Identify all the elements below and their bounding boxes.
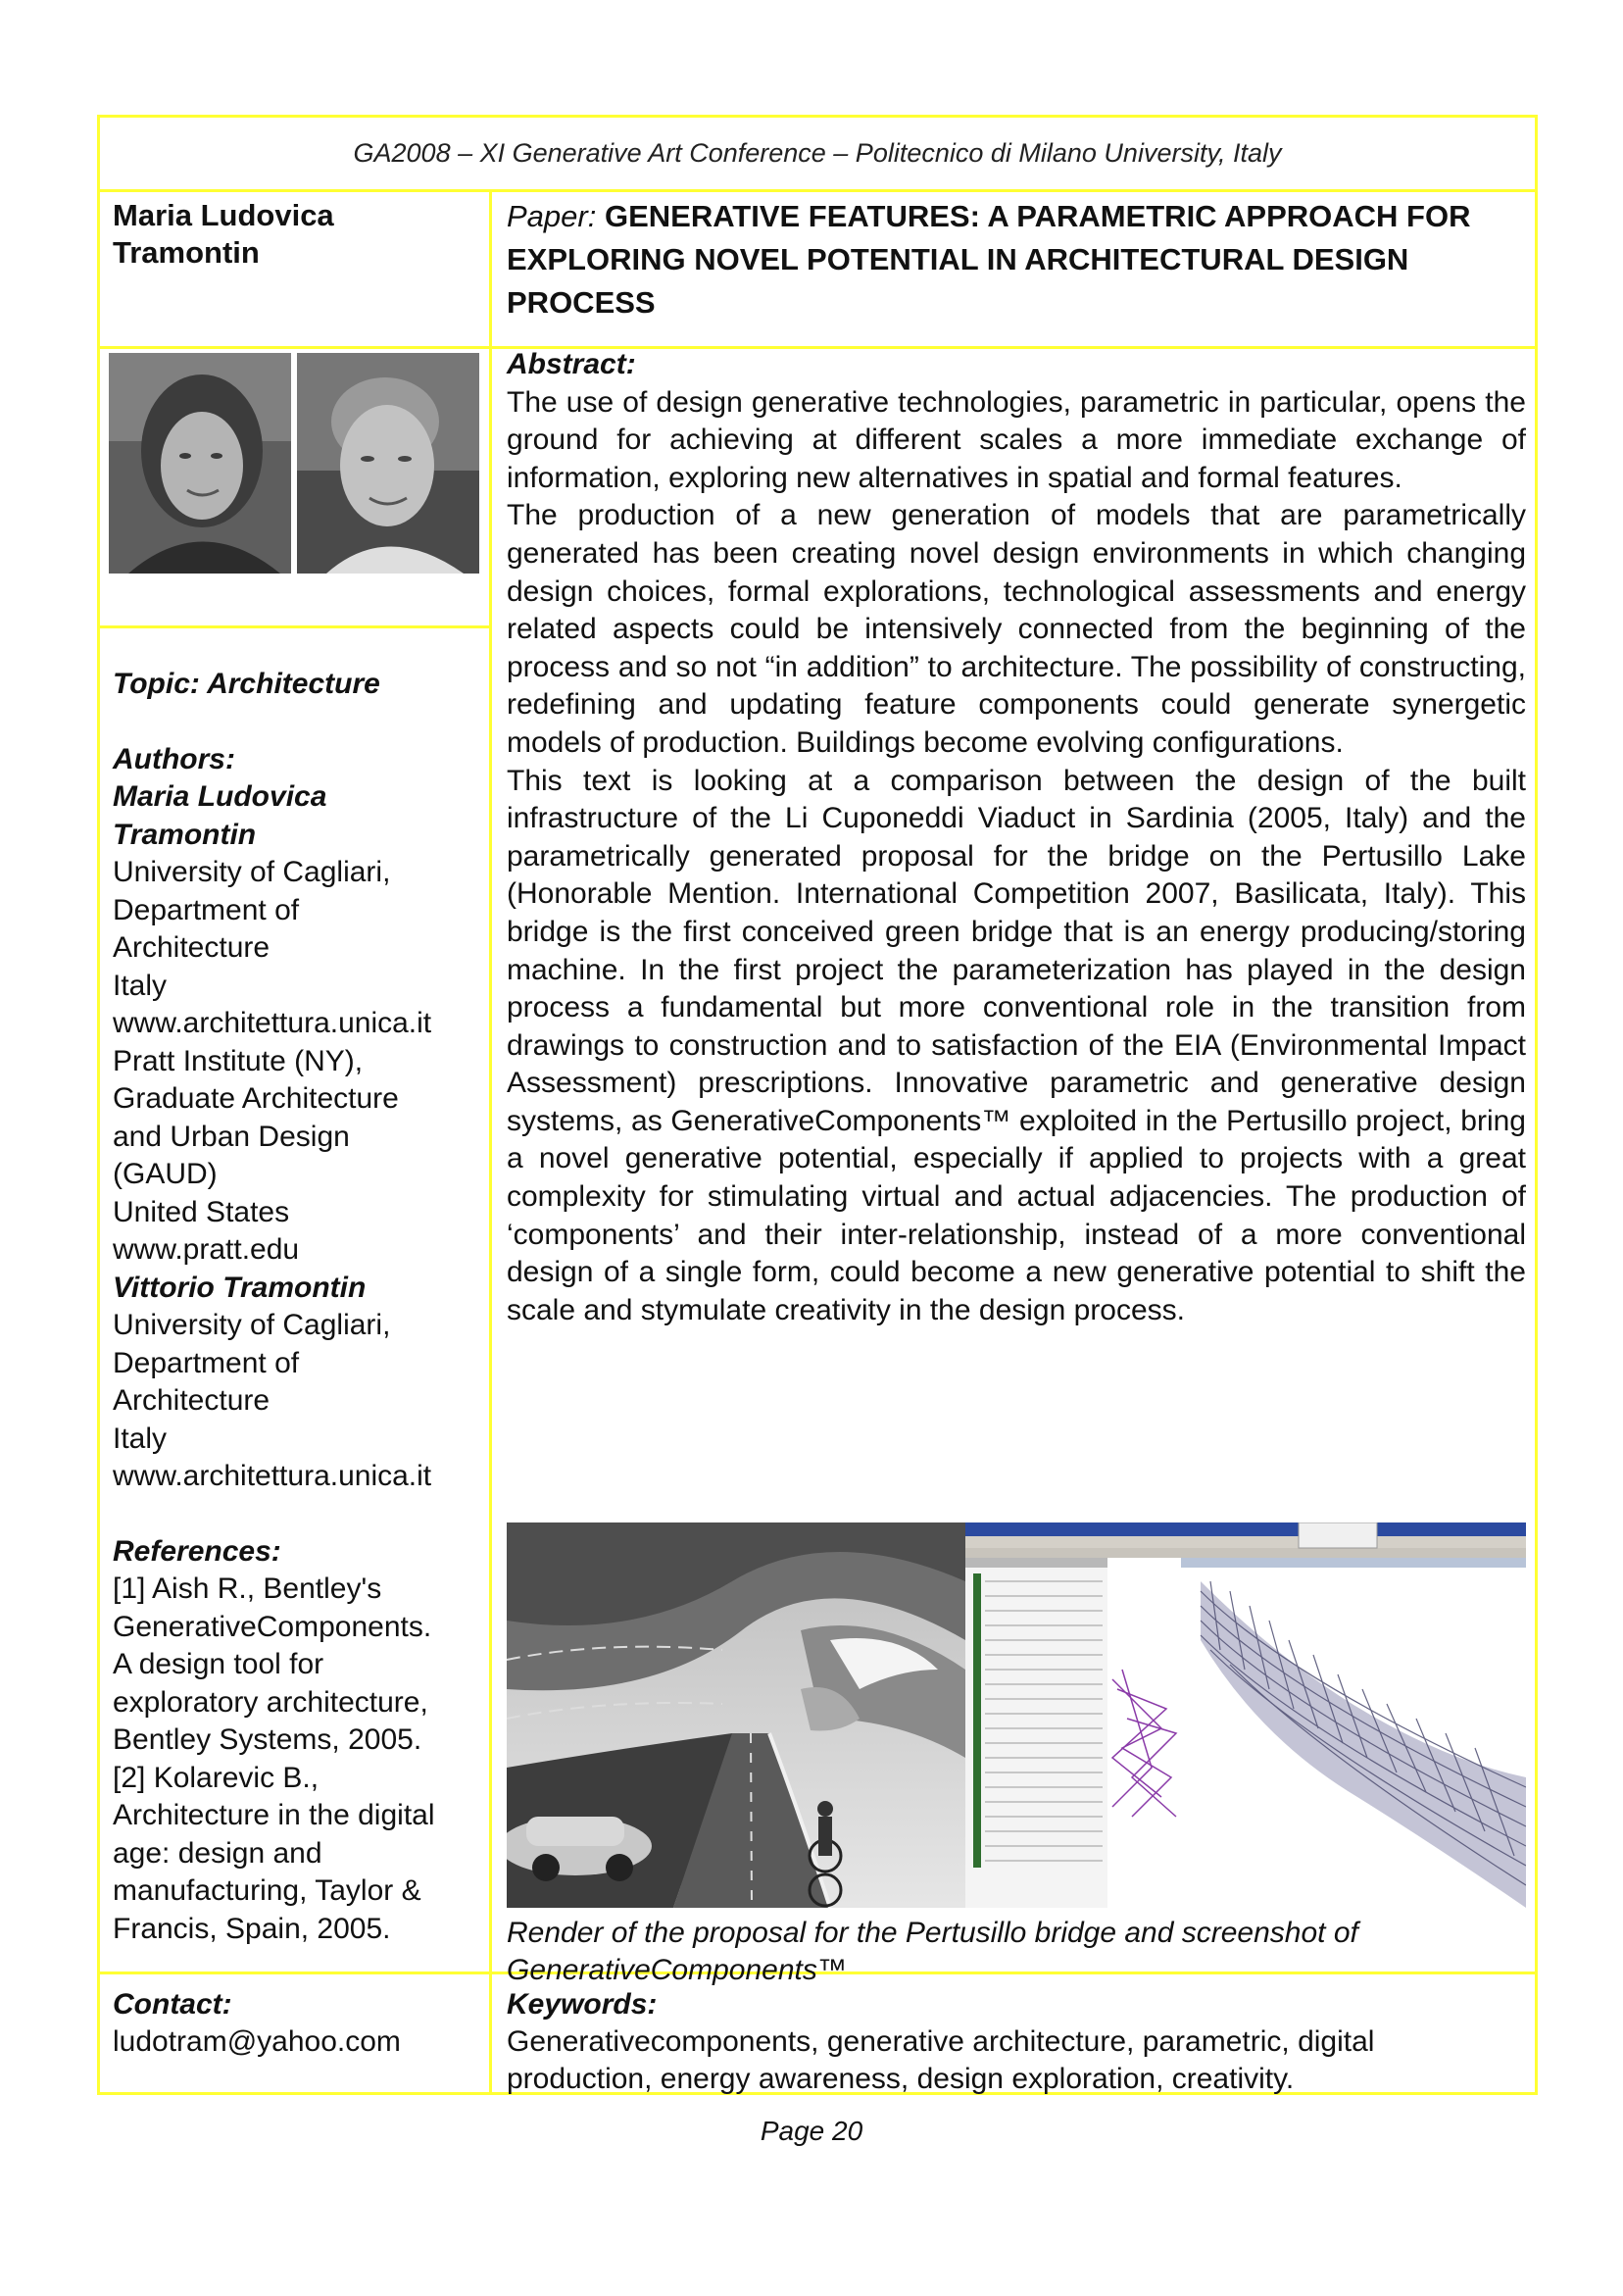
reference-line: age: design and <box>113 1836 322 1870</box>
reference-line: GenerativeComponents. <box>113 1610 432 1643</box>
abstract <box>507 346 1526 1329</box>
abstract-paragraph: The production of a new generation of models that are parametrically generated has been creating novel design environments in which changing design choices, formal explorations, technological assessments and energy related aspects could be intensively connected from the beginning of the process and so not “in addition” to architecture. The possibility of constructing, redefining and updating feature components could generate synergetic models of production. Buildings become evolving configurations. <box>507 499 1526 759</box>
conference-header: GA2008 – XI Generative Art Conference – Politecnico di Milano University, Italy <box>353 137 1282 168</box>
authors-heading: Authors: <box>113 742 235 775</box>
contact-heading: Contact: <box>113 1988 232 2021</box>
keywords-heading: Keywords: <box>507 1988 658 2021</box>
author-photo-2 <box>297 353 479 574</box>
affiliation-line: Department of <box>113 1346 300 1379</box>
frame-border-right <box>1535 115 1538 2095</box>
frame-border-left <box>97 115 100 2095</box>
sidebar <box>113 666 485 1948</box>
keywords-section <box>507 1986 1526 2098</box>
affiliation-line: University of Cagliari, <box>113 856 391 888</box>
author-name-line: Tramontin <box>113 235 260 270</box>
affiliation-line: Architecture <box>113 931 270 964</box>
paper-title: GENERATIVE FEATURES: A PARAMETRIC APPROACH FOR EXPLORING NOVEL POTENTIAL IN ARCHITECTURAL DESIGN PROCESS <box>507 199 1471 320</box>
page-frame <box>97 115 1538 2095</box>
page-number: Page 20 <box>760 2116 863 2146</box>
affiliation-url: www.architettura.unica.it <box>113 1007 432 1039</box>
abstract-heading: Abstract: <box>507 348 636 380</box>
keywords-text: Generativecomponents, generative architecture, parametric, digital production, energy awareness, design exploration, creativity. <box>507 2025 1375 2095</box>
abstract-paragraph: The use of design generative technologies, parametric in particular, opens the ground for achieving at different scales a more immediate exchange of information, exploring new alternatives in spatial and formal features. <box>507 385 1526 494</box>
reference-line: exploratory architecture, <box>113 1685 428 1719</box>
affiliation-url: www.pratt.edu <box>113 1233 300 1266</box>
affiliation-line: Department of <box>113 893 300 926</box>
reference-line: Bentley Systems, 2005. <box>113 1723 422 1756</box>
generativecomponents-screenshot <box>965 1522 1526 1908</box>
bridge-render-image <box>507 1522 965 1908</box>
topic-label: Topic: Architecture <box>113 668 380 700</box>
contact-section <box>113 1986 485 2061</box>
reference-line: A design tool for <box>113 1648 324 1680</box>
affiliation-line: (GAUD) <box>113 1158 218 1190</box>
author1-name: Tramontin <box>113 818 257 851</box>
references-heading: References: <box>113 1534 281 1568</box>
affiliation-line: Pratt Institute (NY), <box>113 1044 364 1077</box>
paper-label: Paper: <box>507 199 597 233</box>
reference-line: Francis, Spain, 2005. <box>113 1912 391 1945</box>
author-name-line: Maria Ludovica <box>113 198 334 232</box>
affiliation-line: Italy <box>113 1422 168 1455</box>
sidebar-gap <box>113 704 485 741</box>
author1-name: Maria Ludovica <box>113 780 327 813</box>
sidebar-gap <box>113 1496 485 1533</box>
frame-divider-column <box>489 191 492 2095</box>
paper-title-block <box>507 195 1526 324</box>
figure-caption: Render of the proposal for the Pertusillo bridge and screenshot of GenerativeComponents™ <box>507 1917 1358 1986</box>
affiliation-line: University of Cagliari, <box>113 1309 391 1341</box>
contact-email: ludotram@yahoo.com <box>113 2025 401 2058</box>
author-photo-1 <box>109 353 291 574</box>
author2-name: Vittorio Tramontin <box>113 1271 367 1304</box>
author-photos <box>109 353 479 574</box>
affiliation-line: Graduate Architecture <box>113 1082 399 1115</box>
frame-divider-photo <box>97 625 491 628</box>
abstract-paragraph: This text is looking at a comparison between the design of the built infrastructure of the Li Cuponeddi Viaduct in Sardinia (2005, Italy) and the parametrically generated proposal for the bridge on the Pertusillo Lake (Honorable Mention. International Competition 2007, Basilicata, Italy). This bridge is the first conceived green bridge that is an energy producing/storing machine. In the first project the parameterization has played in the design process a fundamental but more conventional role in the transition from drawings to construction and to satisfaction of the EIA (Environmental Impact Assessment) prescriptions. Innovative parametric and generative design systems, as GenerativeComponents™ exploited in the Pertusillo project, bring a novel generative potential, especially if applied to projects with a great complexity for stimulating virtual and actual adjacencies. The production of ‘components’ and their inter-relationship, instead of a more conventional design of a single form, could become a new generative potential to shift the scale and stymulate creativity in the design process. <box>507 764 1526 1326</box>
reference-line: [1] Aish R., Bentley's <box>113 1572 382 1605</box>
affiliation-line: United States <box>113 1195 290 1228</box>
reference-line: [2] Kolarevic B., <box>113 1761 320 1794</box>
figure <box>507 1522 1526 1908</box>
reference-line: Architecture in the digital <box>113 1799 435 1831</box>
affiliation-line: Italy <box>113 969 168 1002</box>
affiliation-url: www.architettura.unica.it <box>113 1460 432 1492</box>
author-name-header <box>113 197 475 272</box>
reference-line: manufacturing, Taylor & <box>113 1874 421 1907</box>
affiliation-line: and Urban Design <box>113 1120 350 1153</box>
affiliation-line: Architecture <box>113 1384 270 1417</box>
